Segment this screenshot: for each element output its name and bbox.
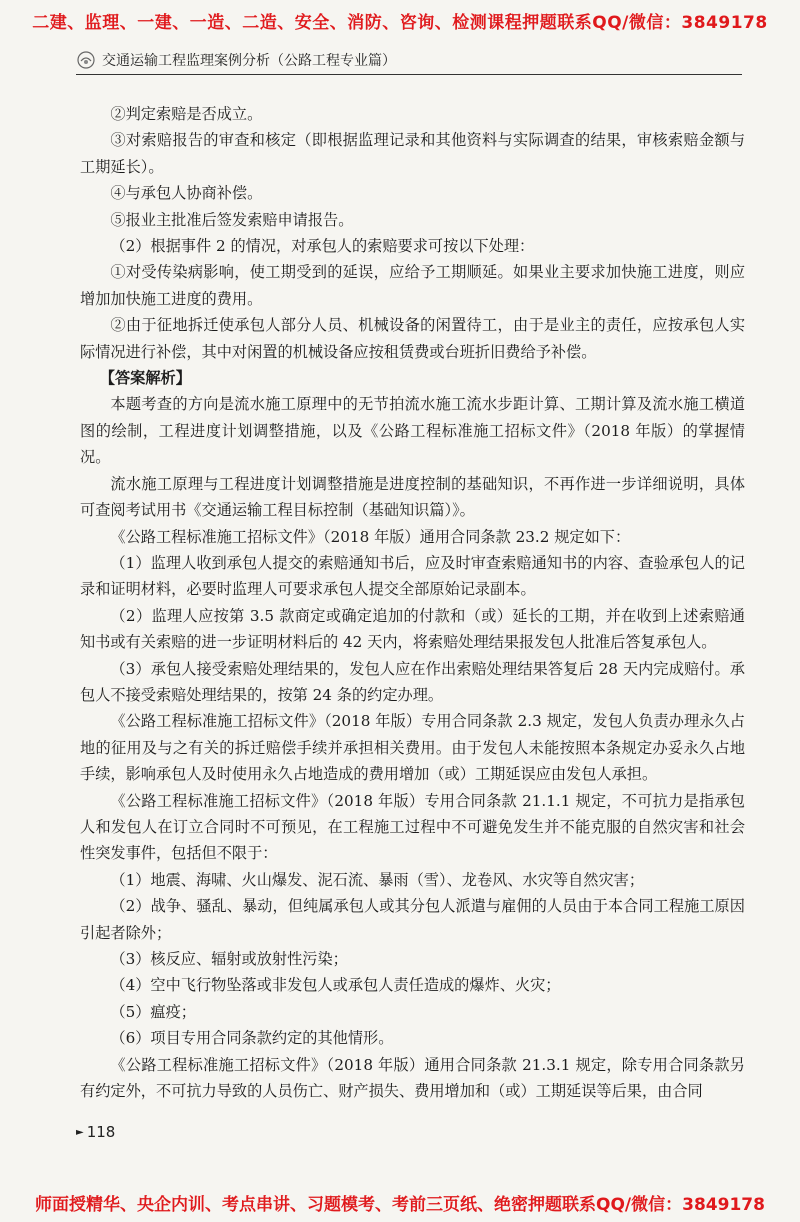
paragraph: 《公路工程标准施工招标文件》（2018 年版）专用合同条款 21.1.1 规定，不可抗力是指承包人和发包人在订立合同时不可预见，在工程施工过程中不可避免发生并不能克服的自然灾害和社会性突发事件，包括但不限于： (80, 791, 745, 863)
paragraph: （1）监理人收到承包人提交的索赔通知书后，应及时审查索赔通知书的内容、查验承包人的记录和证明材料，必要时监理人可要求承包人提交全部原始记录副本。 (80, 553, 745, 599)
top-advert-banner: 二建、监理、一建、一造、二造、安全、消防、咨询、检测课程押题联系QQ/微信：3849178 (32, 13, 768, 33)
paragraph: 《公路工程标准施工招标文件》（2018 年版）通用合同条款 23.2 规定如下： (110, 527, 631, 546)
paragraph: 《公路工程标准施工招标文件》（2018 年版）通用合同条款 21.3.1 规定，除专用合同条款另有约定外，不可抗力导致的人员伤亡、财产损失、费用增加和（或）工期延误等后果，由合同 (80, 1055, 745, 1101)
paragraph: （2）监理人应按第 3.5 款商定或确定追加的付款和（或）延长的工期，并在收到上述索赔通知书或有关索赔的进一步证明材料后的 42 天内，将索赔处理结果报发包人批准后答复承包人。 (80, 606, 745, 652)
paragraph: ③对索赔报告的审查和核定（即根据监理记录和其他资料与实际调查的结果，审核索赔金额与工期延长）。 (80, 131, 745, 176)
section-heading: 【答案解析】 (99, 369, 191, 388)
page-marker-icon: ► (76, 1126, 84, 1138)
list-item: （5）瘟疫； (110, 1002, 196, 1021)
book-logo-icon (76, 50, 96, 70)
paragraph: 《公路工程标准施工招标文件》（2018 年版）专用合同条款 2.3 规定，发包人负责办理永久占地的征用及与之有关的拆迁赔偿手续并承担相关费用。由于发包人未能按照本条规定办妥永久占地手续，影响承包人及时使用永久占地造成的费用增加（或）工期延误应由发包人承担。 (80, 712, 745, 784)
list-item: （3）核反应、辐射或放射性污染； (110, 950, 348, 968)
list-item: （6）项目专用合同条款约定的其他情形。 (110, 1029, 394, 1048)
list-item: （2）战争、骚乱、暴动，但纯属承包人或其分包人派遣与雇佣的人员由于本合同工程施工原因引起者除外； (80, 897, 745, 942)
page-body (80, 101, 745, 1104)
paragraph: 本题考查的方向是流水施工原理中的无节拍流水施工流水步距计算、工期计算及流水施工横道图的绘制，工程进度计划调整措施，以及《公路工程标准施工招标文件》（2018 年版）的掌握情况。 (80, 395, 745, 467)
paragraph: 流水施工原理与工程进度计划调整措施是进度控制的基础知识，不再作进一步详细说明，具体可查阅考试用书《交通运输工程目标控制（基础知识篇）》。 (80, 474, 745, 520)
bottom-advert-banner: 师面授精华、央企内训、考点串讲、习题模考、考前三页纸、绝密押题联系QQ/微信：3849178 (35, 1195, 765, 1215)
list-item: （1）地震、海啸、火山爆发、泥石流、暴雨（雪）、龙卷风、水灾等自然灾害； (110, 870, 645, 889)
page-number-text: 118 (86, 1123, 116, 1141)
paragraph: ②由于征地拆迁使承包人部分人员、机械设备的闲置待工，由于是业主的责任，应按承包人实际情况进行补偿，其中对闲置的机械设备应按租赁费或台班折旧费给予补偿。 (80, 316, 745, 361)
paragraph: （2）根据事件 2 的情况，对承包人的索赔要求可按以下处理： (110, 237, 535, 256)
paragraph: （3）承包人接受索赔处理结果的，发包人应在作出索赔处理结果答复后 28 天内完成赔付。承包人不接受索赔处理结果的，按第 24 条的约定办理。 (80, 659, 745, 704)
paragraph: ①对受传染病影响，使工期受到的延误，应给予工期顺延。如果业主要求加快施工进度，则应增加加快施工进度的费用。 (80, 263, 745, 308)
list-item: （4）空中飞行物坠落或非发包人或承包人责任造成的爆炸、火灾； (110, 976, 561, 995)
paragraph: ②判定索赔是否成立。 (110, 105, 263, 123)
running-header-title: 交通运输工程监理案例分析（公路工程专业篇） (102, 53, 396, 69)
header-divider (76, 74, 742, 75)
running-header (76, 50, 396, 70)
paragraph: ④与承包人协商补偿。 (110, 184, 263, 203)
paragraph: ⑤报业主批准后签发索赔申请报告。 (110, 210, 354, 229)
page-number (76, 1123, 115, 1141)
